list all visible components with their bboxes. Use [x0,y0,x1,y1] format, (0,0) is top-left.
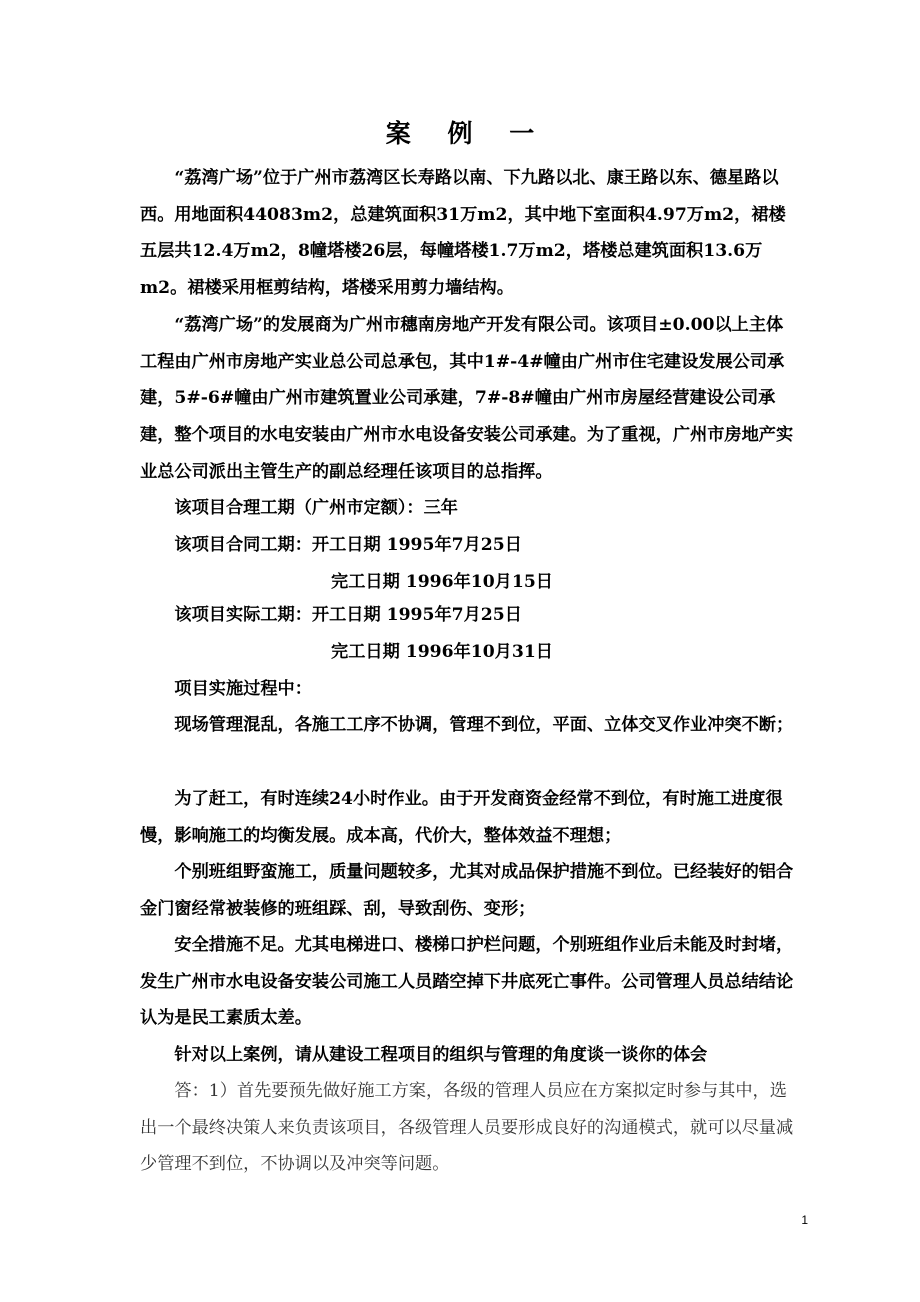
paragraph-reasonable-duration: 该项目合理工期（广州市定额）：三年 [174,498,458,518]
paragraph-developer-contractors: “荔湾广场”的发展商为广州市穗南房地产开发有限公司。该项目±0.00以上主体工程由广州市房地产实业总公司总承包，其中1#-4#幢由广州市住宅建设发展公司承建，5#-6#幢由广州市建筑置业公司承建，7#-8#幢由广州市房屋经营建设公司承建，整个项目的水电安装由广州市水电设备安装公司承建。为了重视，广州市房地产实业总公司派出主管生产的副总经理任该项目的总指挥。 [140,315,794,482]
paragraph-contract-end: 完工日期 1996年10月15日 [331,572,553,592]
paragraph-implementation-intro: 项目实施过程中： [174,679,312,699]
paragraph-project-overview: “荔湾广场”位于广州市荔湾区长寿路以南、下九路以北、康王路以东、德星路以西。用地面积44083m2，总建筑面积31万m2，其中地下室面积4.97万m2，裙楼五层共12.4万m2，8幢塔楼26层，每幢塔楼1.7万m2，塔楼总建筑面积13.6万m2。裙楼采用框剪结构，塔楼采用剪力墙结构。 [140,168,786,299]
page-title: 案 例 一 [385,119,549,148]
paragraph-issue-schedule: 为了赶工，有时连续24小时作业。由于开发商资金经常不到位，有时施工进度很慢，影响施工的均衡发展。成本高，代价大，整体效益不理想； [140,789,783,846]
paragraph-issue-safety: 安全措施不足。尤其电梯进口、楼梯口护栏问题，个别班组作业后未能及时封堵，发生广州市水电设备安装公司施工人员踏空掉下井底死亡事件。公司管理人员总结结论认为是民工素质太差。 [140,935,794,1029]
paragraph-actual-end: 完工日期 1996年10月31日 [331,642,553,662]
paragraph-question: 针对以上案例，请从建设工程项目的组织与管理的角度谈一谈你的体会 [174,1045,708,1065]
page-number: 1 [801,1213,808,1227]
paragraph-issue-quality: 个别班组野蛮施工，质量问题较多，尤其对成品保护措施不到位。已经装好的铝合金门窗经常被装修的班组踩、刮，导致刮伤、变形； [140,862,794,919]
paragraph-issue-management: 现场管理混乱，各施工工序不协调，管理不到位，平面、立体交叉作业冲突不断； [174,715,794,735]
paragraph-actual-start: 该项目实际工期：开工日期 1995年7月25日 [174,605,522,625]
paragraph-answer: 答：1）首先要预先做好施工方案，各级的管理人员应在方案拟定时参与其中，选出一个最终决策人来负责该项目，各级管理人员要形成良好的沟通模式，就可以尽量减少管理不到位，不协调以及冲突等问题。 [140,1081,794,1175]
paragraph-contract-start: 该项目合同工期：开工日期 1995年7月25日 [174,535,522,555]
